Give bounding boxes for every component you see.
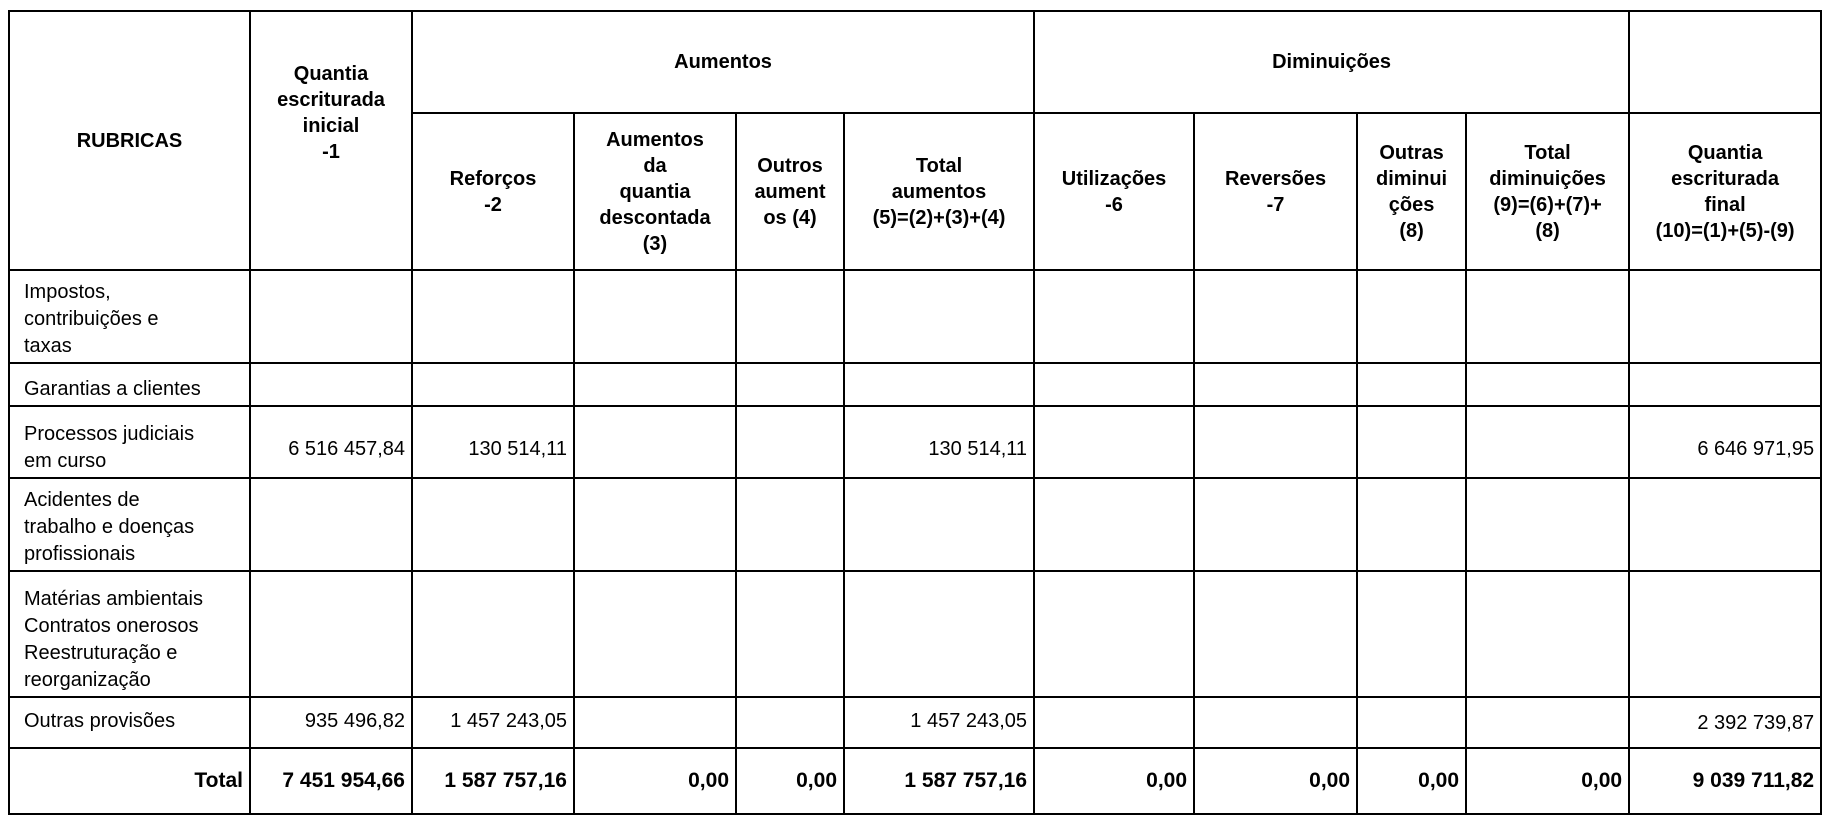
cell-quantia-final — [1629, 363, 1821, 406]
cell-reversoes — [1194, 571, 1357, 697]
cell-quantia-inicial — [250, 363, 412, 406]
table-row — [9, 478, 1821, 571]
cell-outras-diminuicoes — [1357, 406, 1466, 478]
cell-aumentos-descontada — [574, 363, 736, 406]
row-label: Impostos, contribuições e taxas — [9, 270, 250, 363]
cell-total-aumentos — [844, 270, 1034, 363]
total-quantia-inicial: 7 451 954,66 — [250, 748, 412, 814]
cell-quantia-final: 6 646 971,95 — [1629, 406, 1821, 478]
cell-aumentos-descontada — [574, 270, 736, 363]
cell-outros-aumentos — [736, 406, 844, 478]
header-total-diminuicoes: Total diminuições (9)=(6)+(7)+ (8) — [1466, 113, 1629, 270]
row-label: Acidentes de trabalho e doenças profissionais — [9, 478, 250, 571]
cell-aumentos-descontada — [574, 571, 736, 697]
cell-quantia-inicial — [250, 478, 412, 571]
cell-quantia-final — [1629, 478, 1821, 571]
header-reversoes: Reversões -7 — [1194, 113, 1357, 270]
header-quantia-inicial: Quantia escriturada inicial -1 — [250, 11, 412, 270]
cell-quantia-inicial — [250, 571, 412, 697]
total-reforcos: 1 587 757,16 — [412, 748, 574, 814]
cell-outras-diminuicoes — [1357, 363, 1466, 406]
cell-outros-aumentos — [736, 478, 844, 571]
header-aumentos-group: Aumentos — [412, 11, 1034, 113]
table-row — [9, 363, 1821, 406]
header-outros-aumentos: Outros aument os (4) — [736, 113, 844, 270]
table-row — [9, 270, 1821, 363]
total-outras-diminuicoes: 0,00 — [1357, 748, 1466, 814]
header-reforcos: Reforços -2 — [412, 113, 574, 270]
cell-reforcos — [412, 363, 574, 406]
cell-total-diminuicoes — [1466, 478, 1629, 571]
row-label: Processos judiciais em curso — [9, 406, 250, 478]
cell-quantia-final: 2 392 739,87 — [1629, 697, 1821, 748]
header-diminuicoes-group: Diminuições — [1034, 11, 1629, 113]
header-rubricas: RUBRICAS — [9, 11, 250, 270]
cell-utilizacoes — [1034, 270, 1194, 363]
cell-outros-aumentos — [736, 270, 844, 363]
cell-outras-diminuicoes — [1357, 478, 1466, 571]
cell-utilizacoes — [1034, 697, 1194, 748]
cell-outras-diminuicoes — [1357, 270, 1466, 363]
cell-reforcos — [412, 478, 574, 571]
header-aumentos-descontada: Aumentos da quantia descontada (3) — [574, 113, 736, 270]
row-label: Matérias ambientais Contratos onerosos Reestruturação e reorganização — [9, 571, 250, 697]
header-outras-diminuicoes: Outras diminui ções (8) — [1357, 113, 1466, 270]
cell-quantia-inicial — [250, 270, 412, 363]
cell-reversoes — [1194, 363, 1357, 406]
total-quantia-final: 9 039 711,82 — [1629, 748, 1821, 814]
cell-reforcos: 1 457 243,05 — [412, 697, 574, 748]
total-total-aumentos: 1 587 757,16 — [844, 748, 1034, 814]
cell-reversoes — [1194, 270, 1357, 363]
total-reversoes: 0,00 — [1194, 748, 1357, 814]
cell-total-aumentos — [844, 571, 1034, 697]
cell-aumentos-descontada — [574, 697, 736, 748]
cell-outros-aumentos — [736, 363, 844, 406]
cell-total-aumentos — [844, 363, 1034, 406]
cell-reforcos: 130 514,11 — [412, 406, 574, 478]
cell-total-diminuicoes — [1466, 406, 1629, 478]
table-row — [9, 406, 1821, 478]
cell-total-diminuicoes — [1466, 363, 1629, 406]
cell-outros-aumentos — [736, 697, 844, 748]
total-outros-aumentos: 0,00 — [736, 748, 844, 814]
cell-utilizacoes — [1034, 363, 1194, 406]
cell-aumentos-descontada — [574, 478, 736, 571]
header-blank-top — [1629, 11, 1821, 113]
cell-reforcos — [412, 571, 574, 697]
cell-utilizacoes — [1034, 478, 1194, 571]
cell-total-diminuicoes — [1466, 697, 1629, 748]
cell-total-aumentos — [844, 478, 1034, 571]
table-row — [9, 571, 1821, 697]
header-total-aumentos: Total aumentos (5)=(2)+(3)+(4) — [844, 113, 1034, 270]
provisions-table-container — [8, 10, 1820, 815]
cell-reforcos — [412, 270, 574, 363]
cell-total-diminuicoes — [1466, 270, 1629, 363]
cell-outros-aumentos — [736, 571, 844, 697]
cell-total-diminuicoes — [1466, 571, 1629, 697]
provisions-table — [8, 10, 1822, 815]
row-label: Garantias a clientes — [9, 363, 250, 406]
cell-total-aumentos: 130 514,11 — [844, 406, 1034, 478]
cell-reversoes — [1194, 406, 1357, 478]
cell-utilizacoes — [1034, 406, 1194, 478]
cell-quantia-final — [1629, 270, 1821, 363]
total-aumentos-descontada: 0,00 — [574, 748, 736, 814]
table-row — [9, 697, 1821, 748]
header-row-top — [9, 11, 1821, 113]
cell-quantia-inicial: 6 516 457,84 — [250, 406, 412, 478]
row-label: Outras provisões — [9, 697, 250, 748]
header-utilizacoes: Utilizações -6 — [1034, 113, 1194, 270]
cell-outras-diminuicoes — [1357, 571, 1466, 697]
total-utilizacoes: 0,00 — [1034, 748, 1194, 814]
total-label: Total — [9, 748, 250, 814]
cell-reversoes — [1194, 478, 1357, 571]
cell-quantia-final — [1629, 571, 1821, 697]
cell-aumentos-descontada — [574, 406, 736, 478]
cell-utilizacoes — [1034, 571, 1194, 697]
total-row — [9, 748, 1821, 814]
header-quantia-final: Quantia escriturada final (10)=(1)+(5)-(9) — [1629, 113, 1821, 270]
total-total-diminuicoes: 0,00 — [1466, 748, 1629, 814]
cell-reversoes — [1194, 697, 1357, 748]
cell-quantia-inicial: 935 496,82 — [250, 697, 412, 748]
cell-total-aumentos: 1 457 243,05 — [844, 697, 1034, 748]
cell-outras-diminuicoes — [1357, 697, 1466, 748]
